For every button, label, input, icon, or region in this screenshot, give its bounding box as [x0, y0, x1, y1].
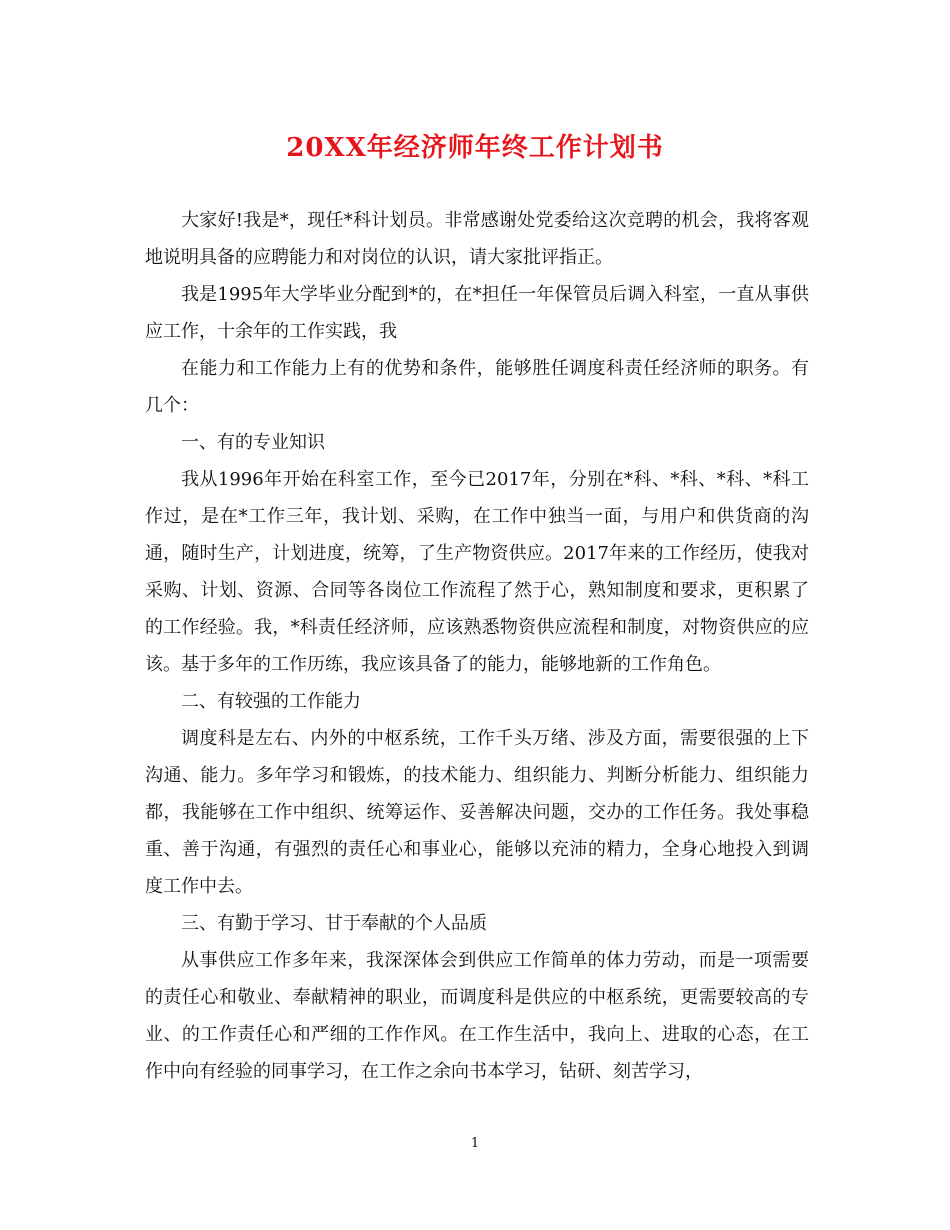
section-heading: 二、有较强的工作能力 [181, 691, 361, 712]
paragraph: 从事供应工作多年来，我深深体会到供应工作简单的体力劳动，而是一项需要的责任心和敬业、奉献精神的职业，而调度科是供应的中枢系统，更需要较高的专业、的工作责任心和严细的工作作风。在工作生活中，我向上、进取的心态，在工作中向有经验的同事学习，在工作之余向书本学习，钻研、刻苦学习， [145, 950, 809, 1082]
paragraph: 调度科是左右、内外的中枢系统，工作千头万绪、涉及方面，需要很强的上下沟通、能力。多年学习和锻炼，的技术能力、组织能力、判断分析能力、组织能力都，我能够在工作中组织、统筹运作、妥善解决问题，交办的工作任务。我处事稳重、善于沟通，有强烈的责任心和事业心，能够以充沛的精力，全身心地投入到调度工作中去。 [145, 728, 809, 897]
page-number: 1 [470, 1136, 480, 1151]
paragraph: 我是1995年大学毕业分配到*的，在*担任一年保管员后调入科室，一直从事供应工作，十余年的工作实践，我 [145, 284, 809, 342]
paragraph: 我从1996年开始在科室工作，至今已2017年，分别在*科、*科、*科、*科工作过，是在*工作三年，我计划、采购，在工作中独当一面，与用户和供货商的沟通，随时生产，计划进度，统筹，了生产物资供应。2017年来的工作经历，使我对采购、计划、资源、合同等各岗位工作流程了然于心，熟知制度和要求，更积累了的工作经验。我，*科责任经济师，应该熟悉物资供应流程和制度，对物资供应的应该。基于多年的工作历练，我应该具备了的能力，能够地新的工作角色。 [145, 469, 809, 675]
section-heading: 一、有的专业知识 [181, 432, 325, 453]
section-heading: 三、有勤于学习、甘于奉献的个人品质 [181, 913, 487, 934]
document-title: 20XX年经济师年终工作计划书 [286, 133, 664, 163]
paragraph: 在能力和工作能力上有的优势和条件，能够胜任调度科责任经济师的职务。有几个： [145, 358, 809, 416]
paragraph: 大家好!我是*，现任*科计划员。非常感谢处党委给这次竞聘的机会，我将客观地说明具备的应聘能力和对岗位的认识，请大家批评指正。 [145, 210, 809, 268]
document-body [145, 202, 809, 1090]
